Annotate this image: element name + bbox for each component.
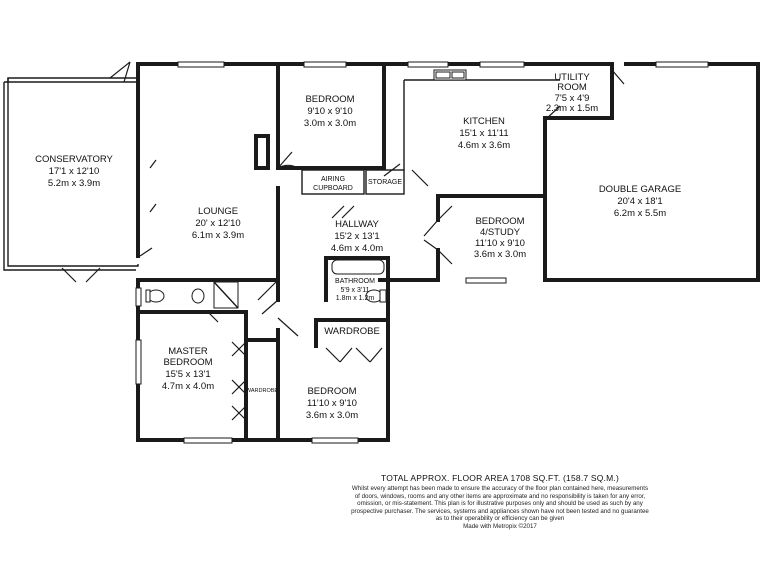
bedroom-bottom-imperial: 11'10 x 9'10	[307, 398, 357, 409]
utility-imperial: 7'5 x 4'9	[554, 93, 590, 104]
kitchen-imperial: 15'1 x 11'11	[459, 128, 509, 139]
garage-name: DOUBLE GARAGE	[598, 184, 682, 195]
wardrobe-name: WARDROBE	[324, 326, 380, 337]
conservatory-imperial: 17'1 x 12'10	[48, 166, 100, 177]
bedroom-top-metric: 3.0m x 3.0m	[303, 118, 357, 129]
master-metric: 4.7m x 4.0m	[161, 381, 215, 392]
bedroom-top-name: BEDROOM	[305, 94, 355, 105]
lounge-metric: 6.1m x 3.9m	[191, 230, 245, 241]
kitchen-sink	[434, 70, 466, 80]
utility-metric: 2.3m x 1.5m	[545, 103, 599, 114]
study-name-1: BEDROOM	[475, 216, 525, 227]
room-labels	[35, 72, 681, 421]
bedroom-bottom-name: BEDROOM	[307, 386, 357, 397]
bathroom-imperial: 5'9 x 3'11	[340, 287, 370, 294]
disclaimer	[300, 485, 700, 531]
master-name-2: BEDROOM	[163, 357, 213, 368]
disclaimer-line: of doors, windows, rooms and any other items are approximate and no responsibility is taken for any error,	[354, 492, 646, 500]
bathroom-metric: 1.8m x 1.2m	[335, 295, 375, 302]
hallway-name: HALLWAY	[335, 219, 379, 230]
bedroom-top-imperial: 9'10 x 9'10	[307, 106, 353, 117]
disclaimer-line: as to their operability or efficiency can be given	[435, 515, 565, 523]
study-metric: 3.6m x 3.0m	[473, 249, 527, 260]
storage-name: STORAGE	[367, 179, 403, 186]
exterior-walls	[138, 64, 758, 440]
bedroom-bottom-metric: 3.6m x 3.0m	[305, 410, 359, 421]
disclaimer-line: Whilst every attempt has been made to ensure the accuracy of the floor plan contained here, measurements	[351, 485, 649, 492]
garage-imperial: 20'4 x 18'1	[617, 196, 663, 207]
disclaimer-line: prospective purchaser. The services, systems and appliances shown have not been tested and no guarantee	[351, 507, 649, 515]
garage-metric: 6.2m x 5.5m	[613, 208, 667, 219]
wardrobe-small-name: WARDROBE	[245, 388, 279, 394]
hallway-imperial: 15'2 x 13'1	[334, 231, 380, 242]
airing-line2: CUPBOARD	[313, 185, 353, 192]
bathroom-name: BATHROOM	[335, 278, 375, 285]
lounge-imperial: 20' x 12'10	[195, 218, 241, 229]
total-floor-area: TOTAL APPROX. FLOOR AREA 1708 SQ.FT. (158.7 SQ.M.)	[380, 473, 619, 483]
lounge-name: LOUNGE	[197, 206, 239, 217]
disclaimer-credit: Made with Metropix ©2017	[463, 522, 537, 530]
study-imperial: 11'10 x 9'10	[475, 238, 525, 249]
kitchen-name: KITCHEN	[463, 116, 505, 127]
master-name-1: MASTER	[168, 346, 208, 357]
plan-footer	[300, 473, 700, 531]
windows	[136, 62, 708, 443]
conservatory-metric: 5.2m x 3.9m	[47, 178, 101, 189]
study-name-2: 4/STUDY	[479, 227, 521, 238]
utility-name-1: UTILITY	[554, 72, 590, 83]
hallway-metric: 4.6m x 4.0m	[330, 243, 384, 254]
conservatory-name: CONSERVATORY	[35, 154, 113, 165]
disclaimer-line: omission, or mis-statement. This plan is for illustrative purposes only and should be used as such by any	[357, 500, 643, 508]
master-imperial: 15'5 x 13'1	[165, 369, 211, 380]
kitchen-metric: 4.6m x 3.6m	[457, 140, 511, 151]
airing-line1: AIRING	[320, 176, 346, 183]
utility-name-2: ROOM	[557, 82, 587, 93]
